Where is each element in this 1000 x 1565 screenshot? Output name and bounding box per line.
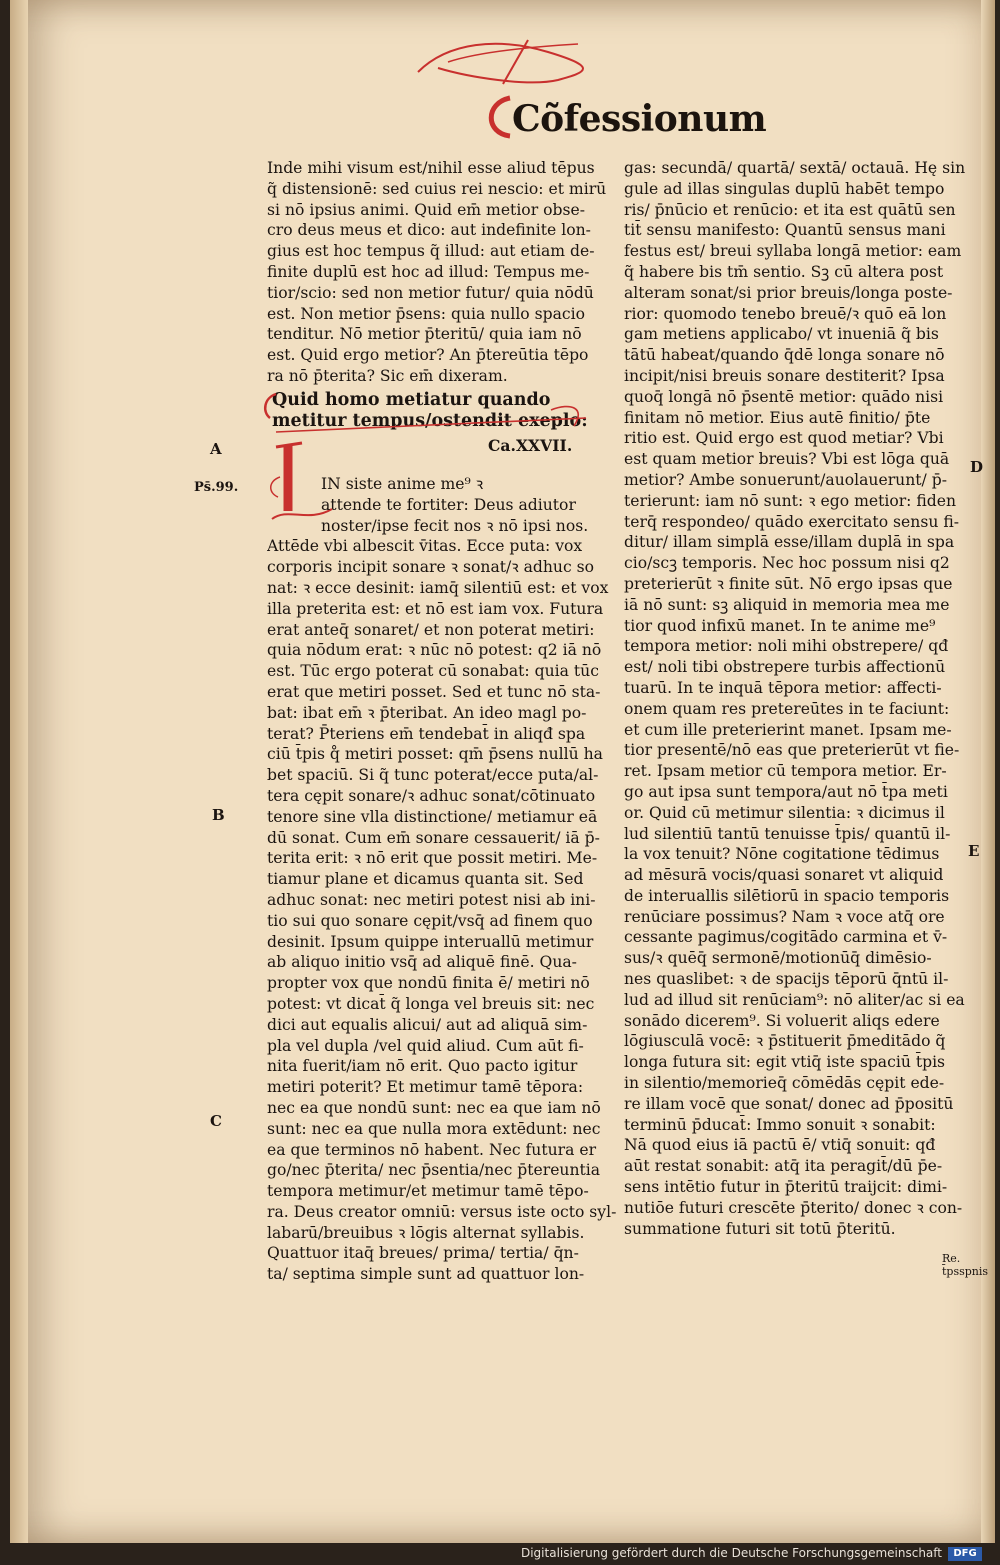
- text-line: tio sui quo sonare cępit/vsq̄ ad finem quo: [267, 911, 593, 930]
- text-line: et cum ille preterierint manet. Ipsam me-: [624, 720, 952, 739]
- text-line: gam metiens applicabo/ vt inueniā q̃ bis: [624, 325, 939, 344]
- text-line: tempora metior: noli mihi obstrepere/ qđ: [624, 637, 949, 656]
- text-line: potest: vt dicat̄ q̃ longa vel breuis sit: nec: [267, 994, 595, 1013]
- footer-bar: [0, 1543, 1000, 1565]
- text-line: re illam vocē que sonat/ donec ad p̄positū: [624, 1094, 954, 1113]
- margin-letter-c: C: [210, 1112, 222, 1130]
- text-line: q̃ distensionē: sed cuius rei nescio: et mirū: [267, 179, 607, 198]
- text-line: cessante pagimus/cogitādo carmina et v̄-: [624, 928, 948, 947]
- text-line: lud silentiū tantū tenuisse t̄pis/ quantū il-: [624, 824, 951, 843]
- text-line: illa preterita est: et nō est iam vox. Futura: [267, 599, 604, 618]
- text-line: nes quaslibet: ꝛ de spacijs tēporū q̄ntū il-: [624, 970, 949, 989]
- text-line: or. Quid cū metimur silentia: ꝛ dicimus il: [624, 803, 945, 822]
- text-line: preterierūt ꝛ finite sūt. Nō ergo ipsas que: [624, 574, 953, 593]
- text-line: est quam metior breuis? Vbi est lōga quā: [624, 450, 950, 469]
- text-line: finitam nō metior. Eius autē finitio/ p̄te: [624, 408, 931, 427]
- text-line: Inde mihi visum est/nihil esse aliud tēpus: [267, 159, 595, 177]
- heading-line: Quid homo metiatur quando: [272, 390, 551, 410]
- text-line: propter vox que nondū finita ē/ metiri nō: [267, 974, 590, 993]
- text-line: terq̄ respondeo/ quādo exercitato sensu fi-: [624, 512, 959, 531]
- text-line: ris/ p̄nūcio et renūcio: et ita est quātū sen: [624, 200, 956, 219]
- text-line: ra. Deus creator omniū: versus iste octo syl-: [267, 1202, 617, 1221]
- text-line: q̃ habere bis tm̄ sentio. Sꝫ cū altera post: [624, 262, 944, 281]
- text-line: est. Tūc ergo poterat cū sonabat: quia tūc: [267, 662, 599, 681]
- text-line: iā nō sunt: sꝫ aliquid in memoria mea me: [624, 595, 950, 614]
- text-line: terminū p̄ducat̄: Immo sonuit ꝛ sonabit:: [624, 1115, 936, 1134]
- text-line: festus est/ breui syllaba longā metior: eam: [624, 242, 962, 261]
- text-line: summatione futuri sit totū p̄teritū.: [624, 1219, 896, 1238]
- text-line: erat que metiri posset. Sed et tunc nō sta-: [267, 682, 601, 701]
- text-line: erat anteq̄ sonaret/ et non poterat metiri:: [267, 620, 595, 639]
- text-line: ditur/ illam simplā esse/illam duplā in spa: [624, 533, 955, 552]
- text-line: renūciare possimus? Nam ꝛ voce atq̄ ore: [624, 907, 945, 926]
- right-column: [624, 158, 965, 1239]
- text-line: tempora metimur/et metimur tamē tēpo-: [267, 1182, 589, 1201]
- text-line: nutiōe futuri crescēte p̄terito/ donec ꝛ con-: [624, 1198, 963, 1217]
- text-line: attende te fortiter: Deus adiutor: [321, 495, 576, 514]
- text-line: tenore sine vlla distinctione/ metiamur eā: [267, 807, 598, 826]
- text-line: si nō ipsius animi. Quid em̄ metior obse-: [267, 200, 585, 219]
- text-line: rior: quomodo tenebo breuē/ꝛ quō eā lon: [624, 304, 947, 323]
- margin-letter-e: E: [968, 842, 980, 860]
- text-line: dici aut equalis alicui/ aut ad aliquā sim-: [267, 1015, 588, 1034]
- text-line: de interuallis silētiorū in spacio temporis: [624, 886, 950, 905]
- text-line: longa futura sit: egit vtiq̄ iste spaciū t̄pis: [624, 1053, 946, 1072]
- footer-credit: Digitalisierung gefördert durch die Deutsche Forschungsgemeinschaft: [520, 1546, 942, 1560]
- text-line: finite duplū est hoc ad illud: Tempus me-: [267, 262, 590, 281]
- text-line: metiri poterit? Et metimur tamē tēpora:: [267, 1078, 584, 1097]
- rubric-flourish: [408, 32, 598, 92]
- page-fore-edge: [981, 0, 995, 1543]
- text-line: est. Quid ergo metior? An p̄tereūtia tēpo: [267, 346, 589, 365]
- text-line: tiamur plane et dicamus quanta sit. Sed: [267, 870, 584, 889]
- text-line: terita erit: ꝛ nō erit que possit metiri. Me-: [267, 849, 598, 868]
- text-line: corporis incipit sonare ꝛ sonat/ꝛ adhuc so: [267, 558, 595, 577]
- text-line: bat: ibat em̄ ꝛ p̄teribat. An ideo magl po-: [267, 703, 587, 722]
- text-line: ra nō p̄terita? Sic em̄ dixeram.: [267, 366, 508, 385]
- text-line: quia nōdum erat: ꝛ nūc nō potest: q2 iā nō: [267, 641, 602, 660]
- text-line: la vox tenuit? Nōne cogitatione tēdimus: [624, 845, 940, 864]
- text-line: go/nec p̄terita/ nec p̄sentia/nec p̄tereuntia: [267, 1161, 601, 1180]
- left-column-bottom: [267, 474, 616, 1285]
- text-line: alteram sonat/si prior breuis/longa poste-: [624, 283, 953, 302]
- text-line: gule ad illas singulas duplū habēt tempo: [624, 179, 945, 198]
- text-line: sonādo dicerem⁹. Si voluerit aliqs edere: [624, 1011, 940, 1030]
- text-line: bet spaciū. Si q̃ tunc poterat/ecce puta/al-: [267, 766, 599, 785]
- running-head: Cõfessionum: [512, 98, 767, 140]
- text-line: Attēde vbi albescit v̄itas. Ecce puta: vox: [267, 537, 583, 556]
- text-line: est. Non metior p̄sens: quia nullo spacio: [267, 304, 586, 323]
- text-line: adhuc sonat: nec metiri potest nisi ab ini-: [267, 890, 596, 909]
- text-line: nita fuerit/iam nō erit. Quo pacto igitur: [267, 1057, 578, 1076]
- text-line: incipit/nisi breuis sonare destiterit? Ipsa: [624, 366, 945, 385]
- text-line: cio/scꝫ temporis. Nec hoc possum nisi q2: [624, 554, 950, 573]
- page-gutter: [10, 0, 28, 1543]
- text-line: ritio est. Quid ergo est quod metiar? Vbi: [624, 429, 944, 448]
- text-line: tuarū. In te inquā tēpora metior: affecti-: [624, 678, 942, 697]
- heading-rubric-frame: [256, 388, 596, 438]
- chapter-label: Ca.XXVII.: [488, 436, 573, 455]
- text-line: nec ea que nondū sunt: nec ea que iam nō: [267, 1098, 601, 1117]
- text-line: IN siste anime me⁹ ꝛ: [321, 475, 484, 493]
- text-line: labarū/breuibus ꝛ lōgis alternat syllabis.: [267, 1223, 585, 1242]
- text-line: pla vel dupla /vel quid aliud. Cum aūt fi-: [267, 1036, 584, 1055]
- text-line: lud ad illud sit renūciam⁹: nō aliter/ac si ea: [624, 990, 965, 1009]
- text-line: nat: ꝛ ecce desinit: iamq̄ silentiū est: et vox: [267, 578, 609, 597]
- text-line: terat? P̄teriens em̄ tendebat̄ in aliqđ spa: [267, 724, 586, 743]
- text-line: ret. Ipsam metior cū tempora metior. Er-: [624, 762, 947, 781]
- text-line: sunt: nec ea que nulla mora extēdunt: nec: [267, 1119, 601, 1138]
- text-line: tior/scio: sed non metior futur/ quia nōdū: [267, 283, 594, 302]
- margin-note: Re. t̄psspnis: [942, 1252, 989, 1278]
- text-line: terierunt: iam nō sunt: ꝛ ego metior: fiden: [624, 491, 957, 510]
- dfg-logo: DFG: [948, 1547, 982, 1561]
- text-line: est/ noli tibi obstrepere turbis affectionū: [624, 658, 946, 677]
- margin-letter-d: D: [970, 458, 984, 476]
- text-line: metior? Ambe sonuerunt/auolauerunt/ p̄-: [624, 470, 947, 489]
- text-line: dū sonat. Cum em̄ sonare cessauerit/ iā p̄-: [267, 828, 600, 847]
- text-line: go aut ipsa sunt tempora/aut nō t̄pa meti: [624, 782, 948, 801]
- text-line: ad mēsurā vocis/quasi sonaret vt aliquid: [624, 866, 944, 885]
- text-line: aūt restat sonabit: atq̄ ita peragit̄/dū p̄e-: [624, 1157, 943, 1176]
- text-line: Quattuor itaq̄ breues/ prima/ tertia/ q̄n-: [267, 1244, 579, 1263]
- margin-psalm-reference: Ps̄.99.: [194, 480, 239, 495]
- text-line: tit̄ sensu manifesto: Quantū sensus mani: [624, 221, 946, 240]
- text-line: tior quod infixū manet. In te anime me⁹: [624, 616, 936, 635]
- text-line: desinit. Ipsum quippe interuallū metimur: [267, 932, 594, 951]
- text-line: ab aliquo initio vsq̄ ad aliquē finē. Qua-: [267, 953, 577, 972]
- text-line: tior presentē/nō eas que preterierūt vt fie-: [624, 741, 960, 760]
- text-line: onem quam res pretereūtes in te faciunt:: [624, 699, 950, 718]
- text-line: noster/ipse fecit nos ꝛ nō ipsi nos.: [321, 516, 589, 535]
- text-line: quoq̄ longā nō p̄sentē metior: quādo nisi: [624, 387, 944, 406]
- left-column-top: [267, 158, 606, 387]
- text-line: ea que terminos nō habent. Nec futura er: [267, 1140, 597, 1159]
- text-line: lōgiusculā vocē: ꝛ p̄stituerit p̄meditādo q̃: [624, 1032, 946, 1051]
- text-line: tenditur. Nō metior p̄teritū/ quia iam nō: [267, 325, 582, 344]
- text-line: gas: secundā/ quartā/ sextā/ octauā. Hę sin: [624, 159, 966, 177]
- margin-letter-a: A: [210, 440, 222, 458]
- text-line: Nā quod eius iā pactū ē/ vtiq̄ sonuit: qđ: [624, 1136, 936, 1155]
- text-line: gius est hoc tempus q̃ illud: aut etiam de-: [267, 242, 595, 261]
- text-line: tātū habeat/quando q̄dē longa sonare nō: [624, 346, 945, 365]
- text-line: tera cępit sonare/ꝛ adhuc sonat/cōtinuato: [267, 786, 596, 805]
- book-page: [10, 0, 995, 1543]
- text-line: in silentio/memorieq̄ cōmēdās cępit ede-: [624, 1074, 945, 1093]
- text-line: sus/ꝛ quēq̄ sermonē/motionūq̄ dimēsio-: [624, 949, 932, 968]
- text-line: ta/ septima simple sunt ad quattuor lon-: [267, 1265, 585, 1284]
- text-line: cro deus meus et dico: aut indefinite lon-: [267, 221, 591, 240]
- heading-line: metitur tempus/ostendit exeplo:: [272, 411, 588, 431]
- text-line: ciū t̄pis q̊ metiri posset: qm̄ p̄sens nullū ha: [267, 745, 603, 764]
- text-line: sens intētio futur in p̄teritū traijcit: dimi-: [624, 1178, 948, 1197]
- margin-letter-b: B: [212, 806, 225, 824]
